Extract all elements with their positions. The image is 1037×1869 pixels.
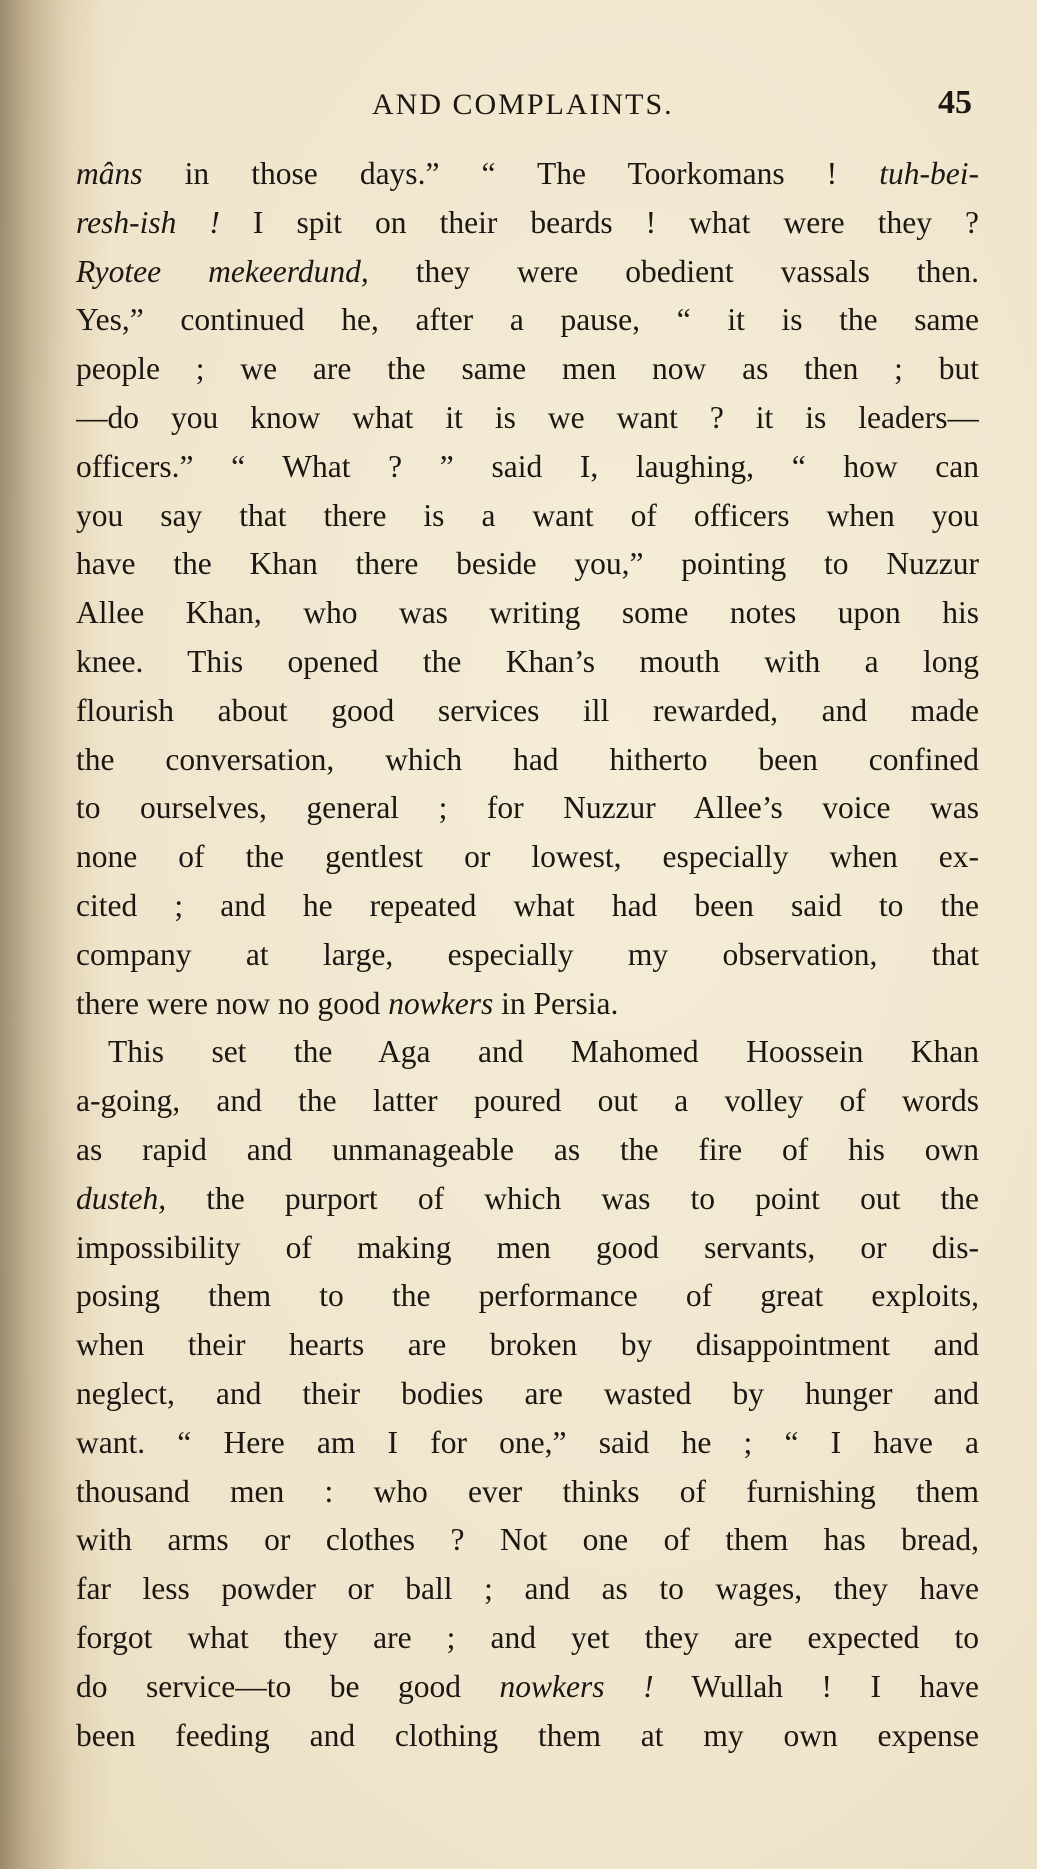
text-segment: neglect, and their bodies are wasted by hunger and — [76, 1375, 979, 1411]
text-line — [76, 638, 979, 687]
text-line — [76, 687, 979, 736]
text-line — [76, 150, 979, 199]
body-text — [76, 150, 979, 1760]
text-line — [76, 199, 979, 248]
text-line — [76, 1272, 979, 1321]
text-segment: company at large, especially my observation, that — [76, 936, 979, 972]
text-line — [76, 589, 979, 638]
text-line — [76, 1516, 979, 1565]
text-segment: forgot what they are ; and yet they are expected to — [76, 1619, 979, 1655]
text-line — [76, 1175, 979, 1224]
text-line — [76, 394, 979, 443]
text-line — [76, 1370, 979, 1419]
text-line — [76, 1614, 979, 1663]
text-segment: people ; we are the same men now as then ; but — [76, 351, 979, 387]
text-line — [76, 1321, 979, 1370]
text-segment: posing them to the performance of great exploits, — [76, 1278, 979, 1314]
text-segment: there were now no good — [76, 985, 389, 1021]
italic-text: Ryotee mekeerdund, — [76, 253, 369, 289]
text-line — [76, 492, 979, 541]
text-segment: none of the gentlest or lowest, especially when ex- — [76, 839, 979, 875]
text-segment: the conversation, which had hitherto been confined — [76, 741, 979, 777]
text-line — [76, 1663, 979, 1712]
text-segment: knee. This opened the Khan’s mouth with a long — [76, 643, 979, 679]
text-segment: thousand men : who ever thinks of furnishing them — [76, 1473, 979, 1509]
text-segment: impossibility of making men good servants, or dis- — [76, 1229, 979, 1265]
text-line — [76, 1028, 979, 1077]
text-line — [76, 1419, 979, 1468]
text-segment: flourish about good services ill rewarded, and made — [76, 692, 979, 728]
text-segment: I spit on their beards ! what were they ? — [219, 204, 979, 240]
text-line — [76, 248, 979, 297]
text-line — [76, 1712, 979, 1761]
text-segment: in Persia. — [493, 985, 619, 1021]
text-segment: when their hearts are broken by disappointment and — [76, 1327, 979, 1363]
text-segment: Wullah ! I have — [653, 1668, 979, 1704]
page-header — [0, 82, 1037, 130]
text-line — [76, 1224, 979, 1273]
text-segment: have the Khan there beside you,” pointing to Nuzzur — [76, 546, 979, 582]
text-segment: with arms or clothes ? Not one of them has bread, — [76, 1522, 979, 1558]
text-line — [76, 296, 979, 345]
text-segment: as rapid and unmanageable as the fire of his own — [76, 1131, 979, 1167]
italic-text: nowkers — [388, 985, 494, 1021]
text-segment: Allee Khan, who was writing some notes upon his — [76, 595, 979, 631]
text-segment: officers.” “ What ? ” said I, laughing, “ how can — [76, 448, 979, 484]
text-line — [76, 1077, 979, 1126]
text-segment: they were obedient vassals then. — [368, 253, 979, 289]
text-segment: you say that there is a want of officers when you — [76, 497, 979, 533]
text-segment: a-going, and the latter poured out a volley of words — [76, 1083, 979, 1119]
text-line — [76, 540, 979, 589]
text-segment: far less powder or ball ; and as to wages, they have — [76, 1571, 979, 1607]
text-segment: Yes,” continued he, after a pause, “ it is the same — [76, 302, 979, 338]
italic-text: tuh-bei- — [879, 156, 979, 191]
text-line — [76, 833, 979, 882]
text-line — [76, 1565, 979, 1614]
text-segment: —do you know what it is we want ? it is leaders— — [76, 399, 979, 435]
page-number: 45 — [938, 84, 972, 121]
text-line — [76, 345, 979, 394]
text-segment: do service—to be good — [76, 1668, 500, 1704]
text-line — [76, 443, 979, 492]
text-segment: the purport of which was to point out the — [166, 1180, 979, 1216]
text-line — [76, 882, 979, 931]
running-title: AND COMPLAINTS. — [372, 88, 674, 121]
italic-text: dusteh, — [76, 1180, 167, 1216]
text-segment: This set the Aga and Mahomed Hoossein Khan — [108, 1034, 979, 1070]
text-segment: been feeding and clothing them at my own expense — [76, 1717, 979, 1753]
text-line — [76, 1126, 979, 1175]
text-line — [76, 931, 979, 980]
italic-text: resh-ish ! — [76, 204, 220, 240]
text-segment: in those days.” “ The Toorkomans ! — [142, 156, 880, 191]
text-segment: want. “ Here am I for one,” said he ; “ I have a — [76, 1424, 979, 1460]
text-line — [76, 784, 979, 833]
text-segment: to ourselves, general ; for Nuzzur Allee’s voice was — [76, 790, 979, 826]
italic-text: nowkers ! — [499, 1668, 654, 1704]
text-line — [76, 736, 979, 785]
text-line — [76, 1468, 979, 1517]
text-segment: cited ; and he repeated what had been said to the — [76, 887, 979, 923]
italic-text: mâns — [76, 156, 143, 191]
text-line — [76, 980, 979, 1029]
